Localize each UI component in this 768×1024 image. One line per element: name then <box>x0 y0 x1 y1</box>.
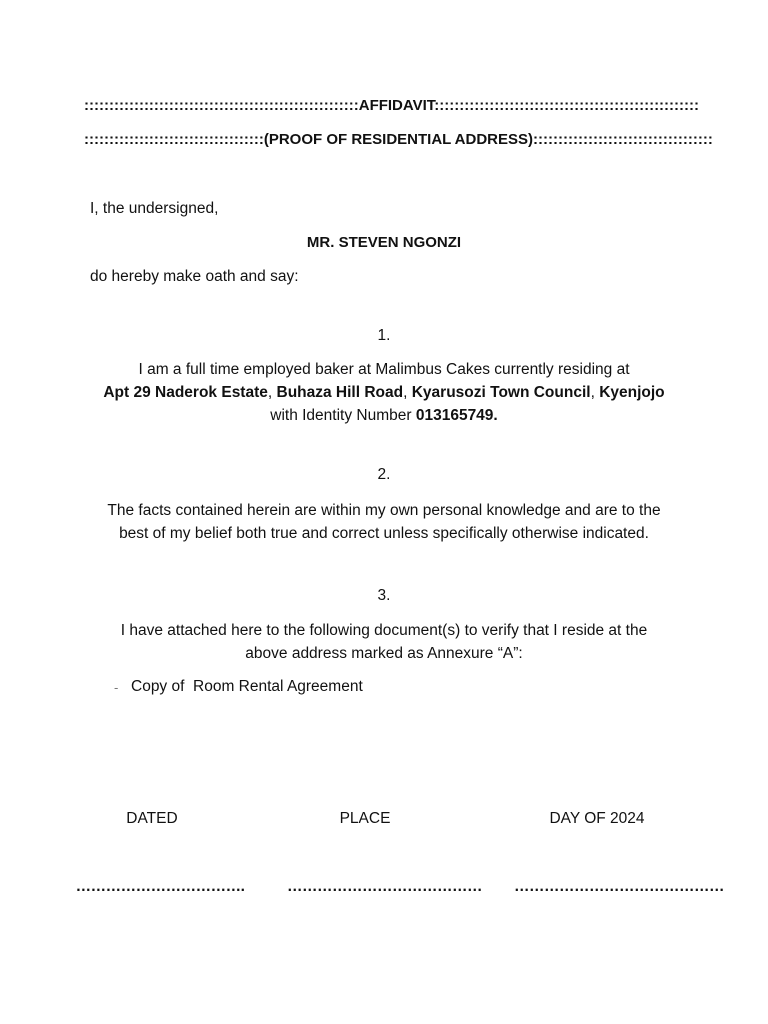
dated-label: DATED <box>126 810 178 827</box>
address-part-2: Buhaza Hill Road <box>276 384 404 401</box>
bullet-item: Copy of Room Rental Agreement <box>131 678 363 695</box>
section-1-address <box>84 381 684 404</box>
section-1-number: 1. <box>377 327 391 344</box>
section-3-line-2: above address marked as Annexure “A”: <box>245 645 523 662</box>
place-blank: ………………………………… <box>287 878 482 895</box>
section-2-line-1: The facts contained herein are within my own personal knowledge and are to the <box>107 502 661 519</box>
section-3-number: 3. <box>377 587 391 604</box>
place-label: PLACE <box>339 810 391 827</box>
section-2-number: 2. <box>377 466 391 483</box>
id-number: 013165749. <box>415 407 498 424</box>
day-blank: …………………………………… <box>514 878 724 895</box>
oath-text: do hereby make oath and say: <box>90 268 299 285</box>
deponent-name: MR. STEVEN NGONZI <box>306 234 462 251</box>
section-3-line-1: I have attached here to the following document(s) to verify that I reside at the <box>120 622 648 639</box>
section-1-body <box>84 358 684 427</box>
address-sep-3: , <box>590 384 600 401</box>
dated-blank: ……………………………. <box>75 878 245 895</box>
section-1-id-line <box>84 404 684 427</box>
day-label: DAY OF 2024 <box>549 810 645 827</box>
document-subtitle: ::::::::::::::::::::::::::::::::::::(PROOF OF RESIDENTIAL ADDRESS):::::::::::::::::::::::::::::::::::: <box>84 131 713 148</box>
bullet-marker: - <box>114 680 119 695</box>
document-title: :::::::::::::::::::::::::::::::::::::::::::::::::::::::AFFIDAVIT::::::::::::::::::::::::::::::::::::::::::::::::::::: <box>84 97 700 114</box>
section-2-body <box>84 499 684 545</box>
section-1-line-1: I am a full time employed baker at Malimbus Cakes currently residing at <box>138 361 630 378</box>
section-2-line-2: best of my belief both true and correct unless specifically otherwise indicated. <box>119 525 649 542</box>
address-part-4: Kyenjojo <box>599 384 665 401</box>
address-part-3: Kyarusozi Town Council <box>411 384 591 401</box>
intro-text: I, the undersigned, <box>90 200 219 217</box>
address-sep-1: , <box>267 384 277 401</box>
id-prefix: with Identity Number <box>270 407 416 424</box>
section-3-body <box>84 619 684 665</box>
address-sep-2: , <box>403 384 412 401</box>
address-part-1: Apt 29 Naderok Estate <box>103 384 268 401</box>
